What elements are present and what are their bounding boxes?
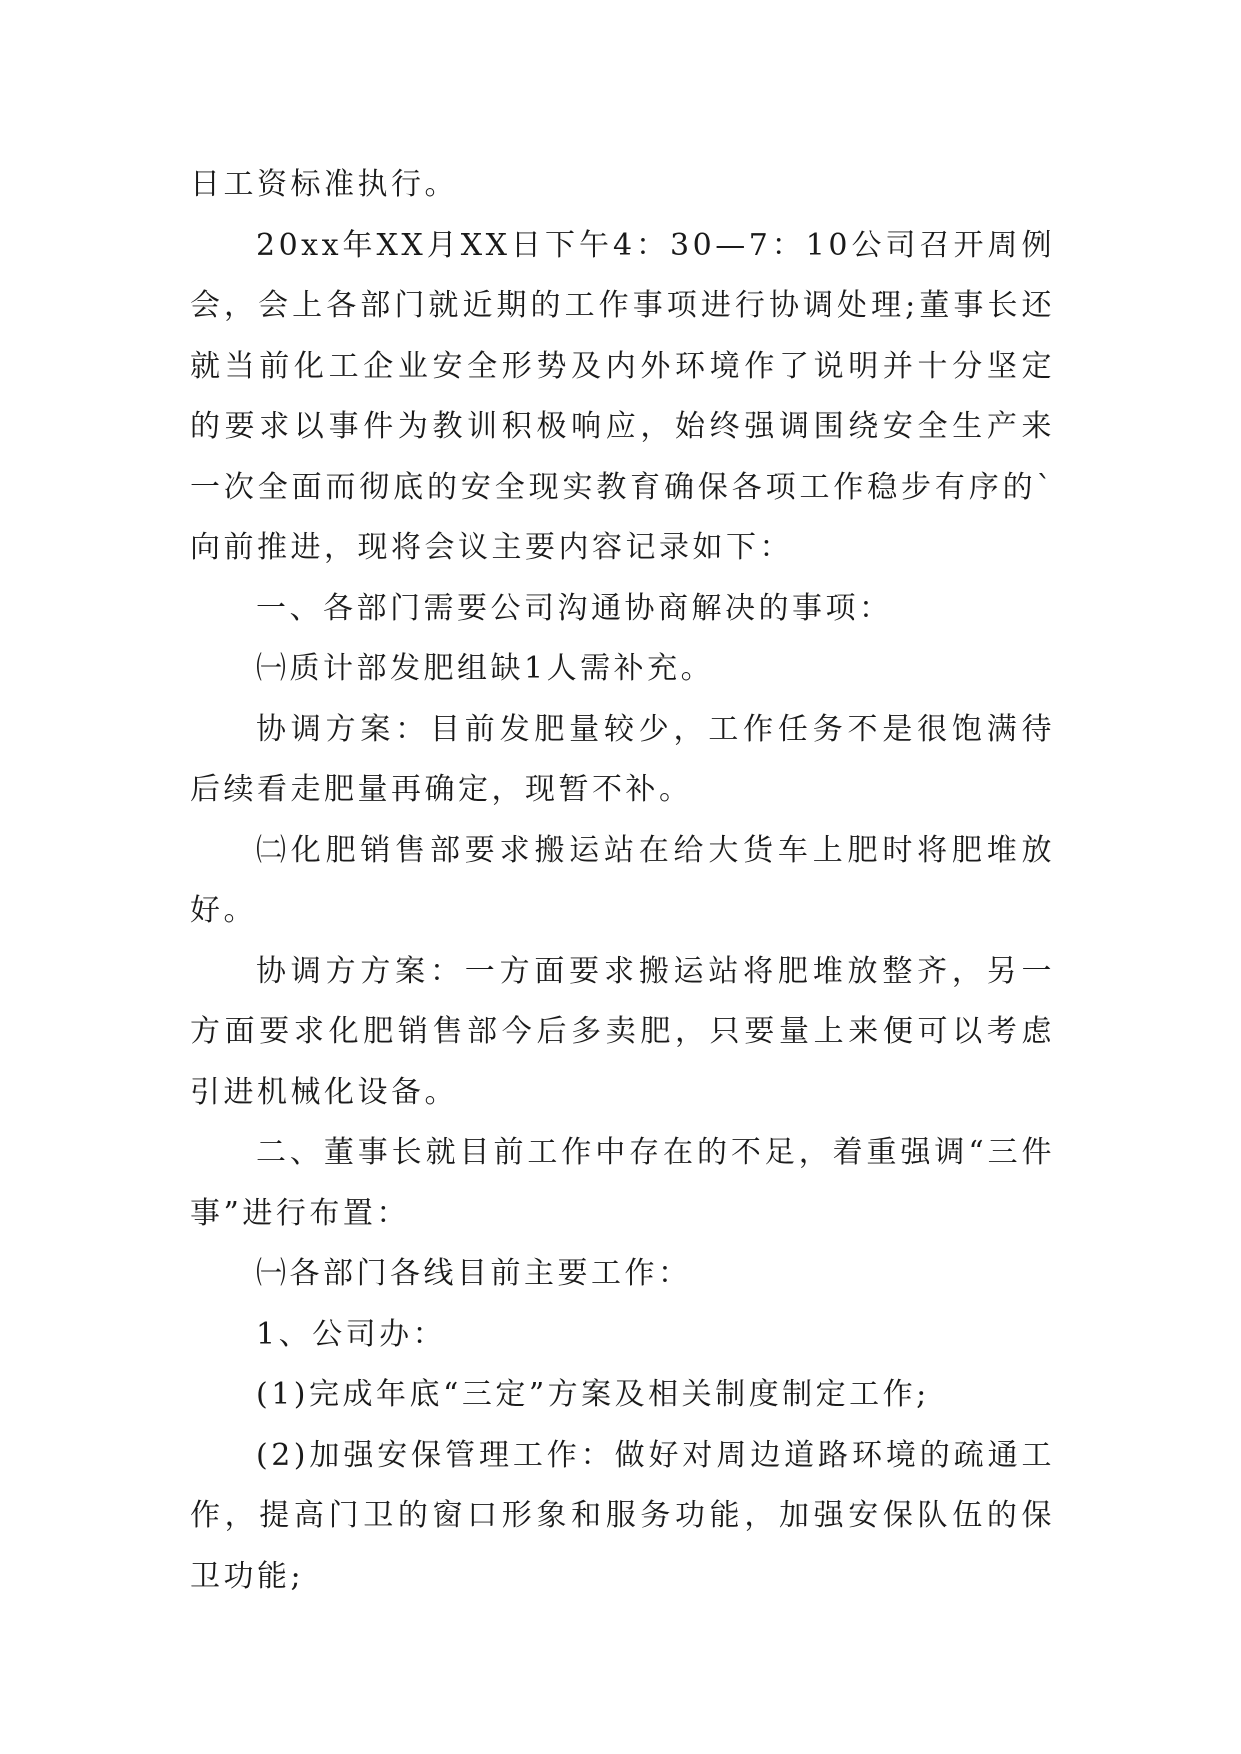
list-item-security-management: (2)加强安保管理工作：做好对周边道路环境的疏通工作，提高门卫的窗口形象和服务功能，加强安保队伍的保卫功能; [190, 1437, 1055, 1594]
paragraph-coordination-plan-2: 协调方方案：一方面要求搬运站将肥堆放整齐，另一方面要求化肥销售部今后多卖肥，只要量上来便可以考虑引进机械化设备。 [190, 953, 1055, 1110]
list-item-three-fixed-plan: (1)完成年底“三定”方案及相关制度制定工作; [256, 1377, 930, 1412]
paragraph-coordination-plan-1: 协调方案：目前发肥量较少，工作任务不是很饱满待后续看走肥量再确定，现暂不补。 [190, 711, 1055, 807]
paragraph-weekly-meeting-intro: 20xx年XX月XX日下午4：30—7：10公司召开周例会，会上各部门就近期的工作事项进行协调处理;董事长还就当前化工企业安全形势及内外环境作了说明并十分坚定的要求以事件为教训积极响应，始终强调围绕安全生产来一次全面而彻底的安全现实教育确保各项工作稳步有序的`向前推进，现将会议主要内容记录如下： [190, 227, 1055, 565]
subheading-main-work: ㈠各部门各线目前主要工作： [256, 1256, 692, 1291]
section-heading-coordination-items: 一、各部门需要公司沟通协商解决的事项： [256, 590, 893, 626]
item-quality-dept-staffing: ㈠质计部发肥组缺1人需补充。 [256, 651, 715, 686]
subheading-company-office: 1、公司办： [256, 1316, 447, 1352]
section-heading-chairman-three-things: 二、董事长就目前工作中存在的不足，着重强调“三件事”进行布置： [190, 1135, 1055, 1231]
item-fertilizer-stacking: ㈡化肥销售部要求搬运站在给大货车上肥时将肥堆放好。 [190, 832, 1055, 928]
document-body [190, 155, 1055, 1607]
paragraph-wage-standard: 日工资标准执行。 [190, 167, 458, 202]
